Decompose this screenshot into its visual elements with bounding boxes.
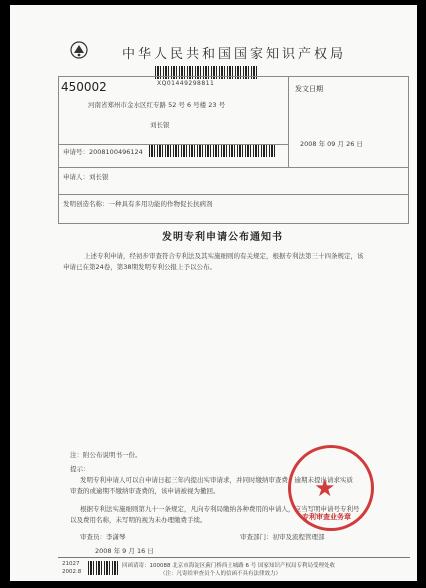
sign-date: 2008 年 9 月 16 日 xyxy=(95,547,154,555)
postcode: 450002 xyxy=(61,80,107,94)
seal-star-icon: ★ xyxy=(314,474,336,502)
return-address: 回函请寄：100088 北京市海淀区蓟门桥西土城路 6 号 国家知识产权局专利局受理处收 xyxy=(122,563,335,569)
notice-title: 发明专利申请公布通知书 xyxy=(162,232,283,243)
office-name: 中华人民共和国国家知识产权局 xyxy=(122,47,347,62)
examiner: 审查员：李潇琴 xyxy=(80,533,126,541)
issue-date-label: 发文日期 xyxy=(295,85,323,93)
return-address-note: （注：凡寄给审查员个人的信函不具有法律效力） xyxy=(160,571,282,577)
notice-body-line: 上述专利申请，经初步审查符合专利法及其实施细则的有关规定，根据专利法第三十四条规定，该 xyxy=(84,252,364,260)
tip-line: 以及费用名称，未写明的视为未办理缴费手续。 xyxy=(70,516,207,524)
office-logo xyxy=(70,41,88,59)
issue-date-value: 2008 年 09 月 26 日 xyxy=(300,140,363,148)
attachment-note: 注：附公布说明书一份。 xyxy=(70,451,142,459)
recipient-name: 刘长银 xyxy=(150,121,170,129)
frame-rule xyxy=(59,167,408,168)
application-barcode xyxy=(149,145,277,157)
examining-department: 审查部门：初审及流程管理部 xyxy=(240,533,325,541)
invention-title: 发明创造名称：一种具有多用功能的作物促长抗病剂 xyxy=(63,200,213,208)
frame-rule xyxy=(59,194,408,195)
frame-divider xyxy=(288,77,289,167)
recipient-address: 河南省郑州市金水区红专路 52 号 6 号楼 23 号 xyxy=(88,101,226,109)
notice-body-line: 申请已在第24卷，第38期发明专利公报上予以公布。 xyxy=(63,263,217,271)
form-barcode xyxy=(88,561,118,575)
applicant: 申请人：刘长银 xyxy=(63,173,109,181)
application-number: 申请号：2008100496124 xyxy=(63,148,143,156)
notice-document xyxy=(10,5,417,581)
footer-rule xyxy=(58,557,410,558)
form-code: 2002.8 xyxy=(62,569,82,575)
form-code: 21027 xyxy=(62,561,80,567)
tip-line: 根据专利法实施细则第九十一条规定，凡向专利局缴纳各种费用的申请人，应当写明申请号专利号 xyxy=(80,505,360,513)
tip-line: 审查的或逾期不缴纳审查费的，该申请被视为撤回。 xyxy=(70,487,220,495)
barcode-number: XQ01449298811 xyxy=(157,80,215,87)
tips-label: 提示： xyxy=(70,465,90,473)
seal-text: 专利审查业务章 xyxy=(302,513,351,521)
tip-line: 发明专利申请人可以自申请日起三年内提出实审请求，并同时缴纳审查费，逾期未提出请求实质 xyxy=(80,476,353,484)
